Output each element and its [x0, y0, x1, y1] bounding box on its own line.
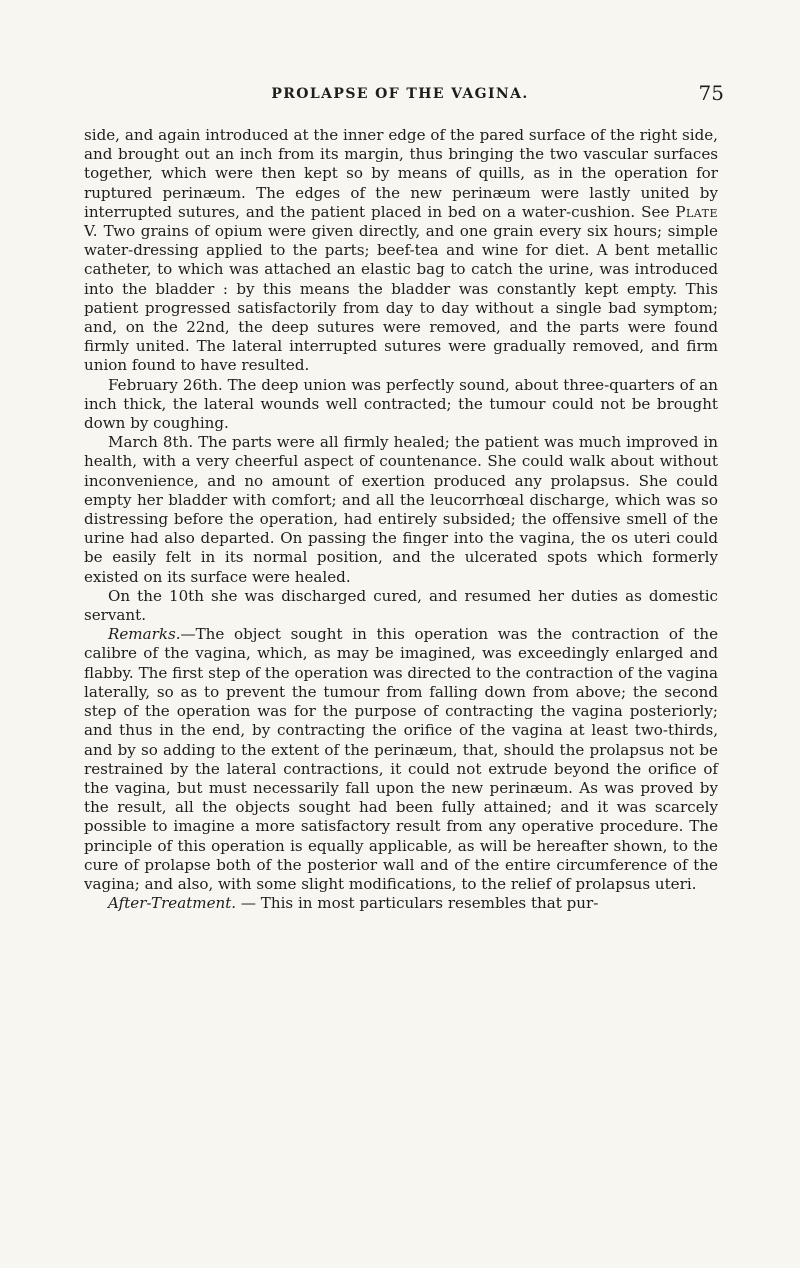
paragraph-text: Two grains of opium were given directly, and one grain every six hours; simple water-dressing applied to the parts; beef-tea and wine for diet. A bent metallic catheter, to which was attached an elastic bag to catch the urine, was introduced into the bladder : by this means the bladder was constantly kept empty. This patient progressed satisfactorily from day to day without a single bad symptom; and, on the 22nd, the deep sutures were removed, and the parts were found firmly united. The lateral interrupted sutures were gradually removed, and firm union found to have resulted. [84, 222, 718, 375]
paragraph-march: March 8th. The parts were all firmly healed; the patient was much improved in health, with a very cheerful aspect of countenance. She could walk about without inconvenience, and no amount of exertion produced any prolapsus. She could empty her bladder with comfort; and all the leucorrhœal discharge, which was so distressing before the operation, had entirely subsided; the offensive smell of the urine had also departed. On passing the finger into the vagina, the os uteri could be easily felt in its normal position, and the ulcerated spots which formerly existed on its surface were healed. [84, 433, 718, 586]
running-head [60, 81, 740, 110]
paragraph-text: side, and again introduced at the inner edge of the pared surface of the right side, and brought out an inch from its margin, thus bringing the two vascular surfaces together, which were then kept so by means of quills, as in the operation for ruptured perinæum. The edges of the new perinæum were lastly united by interrupted sutures, and the patient placed in bed on a water-cushion. See [84, 126, 718, 221]
body-text [84, 126, 718, 913]
paragraph-text: —The object sought in this operation was the contraction of the calibre of the vagina, which, as may be imagined, was exceedingly enlarged and flabby. The first step of the operation was directed to the contraction of the vagina laterally, so as to prevent the tumour from falling down from above; the second step of the operation was for the purpose of contracting the vagina posteriorly; and thus in the end, by contracting the orifice of the vagina at least two-thirds, and by so adding to the extent of the perinæum, that, should the prolapsus not be restrained by the lateral contractions, it could not extrude beyond the orifice of the vagina, but must necessarily fall upon the new perinæum. As was proved by the result, all the objects sought had been fully attained; and it was scarcely possible to imagine a more satisfactory result from any operative procedure. The principle of this operation is equally applicable, as will be hereafter shown, to the cure of prolapse both of the posterior wall and of the entire circumference of the vagina; and also, with some slight modifications, to the relief of prolapsus uteri. [84, 625, 718, 893]
paragraph-remarks [84, 625, 718, 894]
paragraph-february: February 26th. The deep union was perfectly sound, about three-quarters of an inch thick, the lateral wounds well contracted; the tumour could not be brought down by coughing. [84, 375, 718, 433]
paragraph-discharge: On the 10th she was discharged cured, and resumed her duties as domestic servant. [84, 586, 718, 625]
plate-reference: Plate V. [84, 202, 718, 241]
paragraph-text: — This in most particulars resembles that pur- [236, 894, 599, 913]
running-title: PROLAPSE OF THE VAGINA. [271, 86, 529, 102]
paragraph-continuation [84, 126, 718, 376]
remarks-label: Remarks. [108, 625, 181, 644]
page-number: 75 [698, 81, 724, 105]
after-treatment-label: After-Treatment. [108, 894, 237, 913]
paragraph-after-treatment [84, 894, 718, 913]
